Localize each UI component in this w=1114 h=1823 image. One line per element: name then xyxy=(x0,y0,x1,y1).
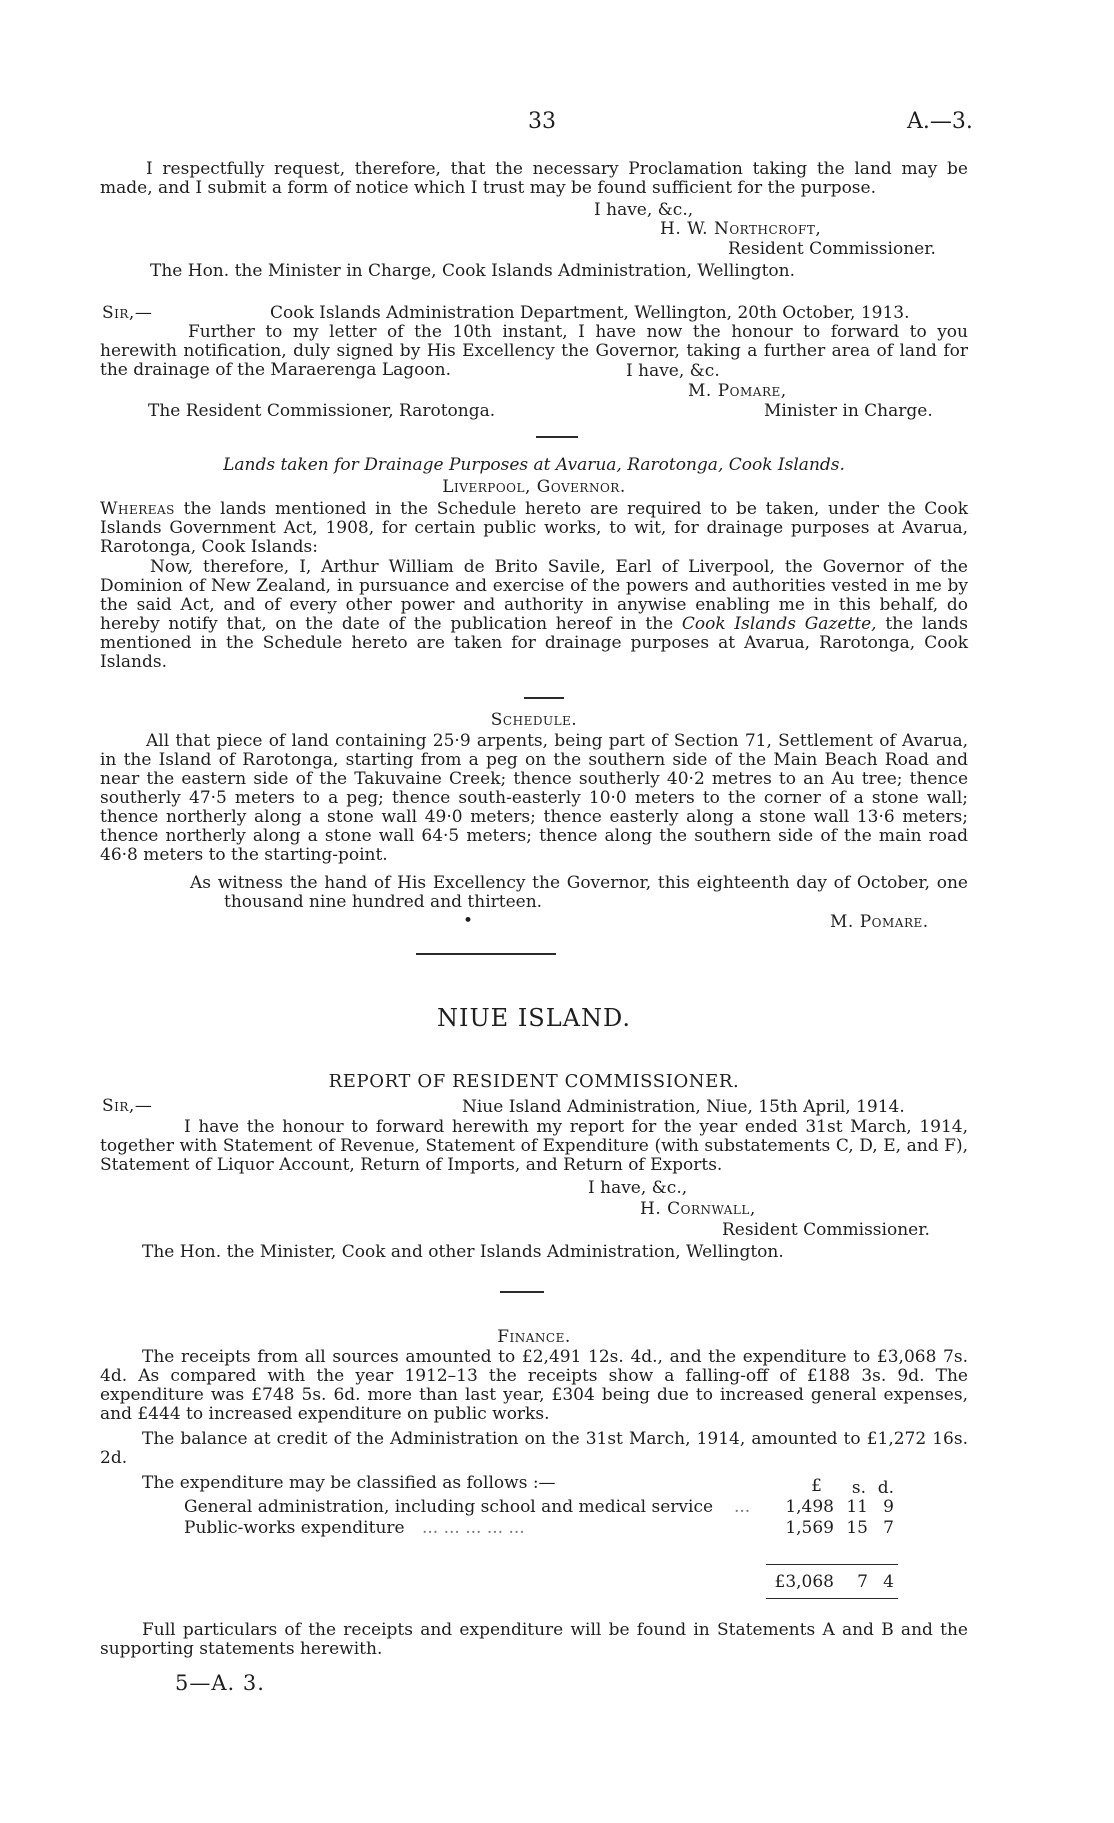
proclamation-signer: M. Pomare. xyxy=(830,912,929,932)
table-row-shillings: 15 xyxy=(846,1518,868,1538)
signature-mark: 5—A. 3. xyxy=(175,1671,265,1695)
total-shillings: 7 xyxy=(857,1572,868,1592)
whereas-text: the lands mentioned in the Schedule hereto are required to be taken, under the Cook Islands Government Act, 1908, for certain public works, to wit, for drainage purposes at Avarua, Rarotonga, Cook Islands: xyxy=(100,499,968,557)
total-pounds: £3,068 xyxy=(774,1572,834,1592)
table-row-pence: 9 xyxy=(883,1497,894,1517)
section-divider xyxy=(416,953,556,955)
finance-heading: Finance. xyxy=(497,1327,571,1347)
niue-closing: I have, &c., xyxy=(588,1178,688,1198)
table-row-leader: ... xyxy=(734,1497,751,1517)
now-tail: the lands mentioned in the Schedule hereto are taken for drainage purposes at Avarua, Rarotonga, Cook Islands. xyxy=(100,614,969,672)
col-header-shillings: s. xyxy=(851,1478,866,1498)
total-pence: 4 xyxy=(883,1572,894,1592)
table-row-shillings: 11 xyxy=(846,1497,868,1517)
niue-signer: H. Cornwall, xyxy=(640,1199,756,1219)
section-title: NIUE ISLAND. xyxy=(436,1004,632,1032)
table-row-label: General administration, including school and medical service xyxy=(184,1497,714,1517)
letter2-signer-title: Minister in Charge. xyxy=(764,401,933,421)
table-row-leader: ... ... ... ... ... xyxy=(422,1518,525,1538)
divider xyxy=(500,1291,544,1293)
table-row-pounds: 1,498 xyxy=(785,1497,834,1517)
table-row-pence: 7 xyxy=(883,1518,894,1538)
niue-salutation: Sir,— xyxy=(102,1096,153,1116)
col-header-pounds: £ xyxy=(811,1476,822,1496)
schedule-heading: Schedule. xyxy=(490,710,578,730)
letter1-body: I respectfully request, therefore, that the necessary Proclamation taking the land may be made, and I submit a form of notice which I trust may be found sufficient for the purpose. xyxy=(100,159,968,198)
total-rule-top xyxy=(766,1564,898,1565)
page-number: 33 xyxy=(528,109,556,134)
now-text: Now, therefore, I, Arthur William de Brito Savile, Earl of Liverpool, the Governor of the Dominion of New Zealand, in pursuance and exercise of the powers and authorities vested in me by the said Act, and of every other power and authority in anywise enabling me in this behalf, do hereby notify that, on the date of the publication hereof in the xyxy=(100,557,968,634)
proclamation-governor: Liverpool, Governor. xyxy=(442,477,626,497)
letter1-closing: I have, &c., xyxy=(594,200,694,220)
schedule-body: All that piece of land containing 25·9 arpents, being part of Section 71, Settlement of Avarua, in the Island of Rarotonga, starting from a peg on the southern side of the Main Beach Road and near the eastern side of the Takuvaine Creek; thence southerly 40·2 metres to an Au tree; thence southerly 47·5 meters to a peg; thence south-easterly 10·0 meters to the corner of a stone wall; thence northerly along a stone wall 49·0 meters; thence easterly along a stone wall 13·6 meters; thence northerly along a stone wall 64·5 meters; thence along the southern side of the main road 46·8 meters to the starting-point. xyxy=(100,731,968,865)
letter1-signer: H. W. Northcroft, xyxy=(660,219,822,239)
proclamation-now xyxy=(100,558,968,672)
report-heading: REPORT OF RESIDENT COMMISSIONER. xyxy=(328,1071,740,1092)
finance-para2: The balance at credit of the Administration on the 31st March, 1914, amounted to £1,272 16s. 2d. xyxy=(100,1429,968,1468)
classification-intro: The expenditure may be classified as follows :— xyxy=(142,1473,556,1493)
divider xyxy=(536,436,578,438)
proclamation-whereas xyxy=(100,500,968,557)
letter2-salutation: Sir,— xyxy=(102,303,153,323)
gazette-name: Cook Islands Gazette, xyxy=(681,614,877,634)
letter2-addressee: The Resident Commissioner, Rarotonga. xyxy=(148,401,496,421)
letter1-addressee: The Hon. the Minister in Charge, Cook Islands Administration, Wellington. xyxy=(150,261,795,281)
col-header-pence: d. xyxy=(877,1478,894,1498)
niue-addressee: The Hon. the Minister, Cook and other Islands Administration, Wellington. xyxy=(142,1242,784,1262)
finance-closing: Full particulars of the receipts and expenditure will be found in Statements A and B and the supporting statements herewith. xyxy=(100,1620,968,1659)
table-row-label: Public-works expenditure xyxy=(184,1518,405,1538)
finance-para1: The receipts from all sources amounted to £2,491 12s. 4d., and the expenditure to £3,068 7s. 4d. As compared with the year 1912–13 the receipts show a falling-off of £188 3s. 9d. The expenditure was £748 5s. 6d. more than last year, £304 being due to increased general expenses, and £444 to increased expenditure on public works. xyxy=(100,1347,968,1424)
letter2-closing: I have, &c. xyxy=(620,362,720,381)
proclamation-title: Lands taken for Drainage Purposes at Avarua, Rarotonga, Cook Islands. xyxy=(223,455,845,475)
niue-dateline: Niue Island Administration, Niue, 15th April, 1914. xyxy=(462,1097,905,1117)
letter2-signer: M. Pomare, xyxy=(688,381,787,401)
whereas-lead: Whereas xyxy=(100,499,175,519)
niue-signer-title: Resident Commissioner. xyxy=(722,1220,930,1240)
letter2-body: Further to my letter of the 10th instant, I have now the honour to forward to you herewith notification, duly signed by His Excellency the Governor, taking a further area of land for the drainage of the Maraerenga Lagoon. xyxy=(100,322,968,380)
niue-body: I have the honour to forward herewith my report for the year ended 31st March, 1914, together with Statement of Revenue, Statement of Expenditure (with substatements C, D, E, and F), Statement of Liquor Account, Return of Imports, and Return of Exports. xyxy=(100,1117,968,1175)
divider xyxy=(524,697,564,699)
dot-mark: • xyxy=(463,911,474,931)
table-row-pounds: 1,569 xyxy=(785,1518,834,1538)
document-reference: A.—3. xyxy=(907,109,973,134)
letter1-signer-title: Resident Commissioner. xyxy=(728,239,936,259)
total-rule-bottom xyxy=(766,1598,898,1599)
letter2-dateline: Cook Islands Administration Department, Wellington, 20th October, 1913. xyxy=(270,303,910,323)
witness-clause: As witness the hand of His Excellency the Governor, this eighteenth day of October, one thousand nine hundred and thirteen. xyxy=(190,873,968,912)
